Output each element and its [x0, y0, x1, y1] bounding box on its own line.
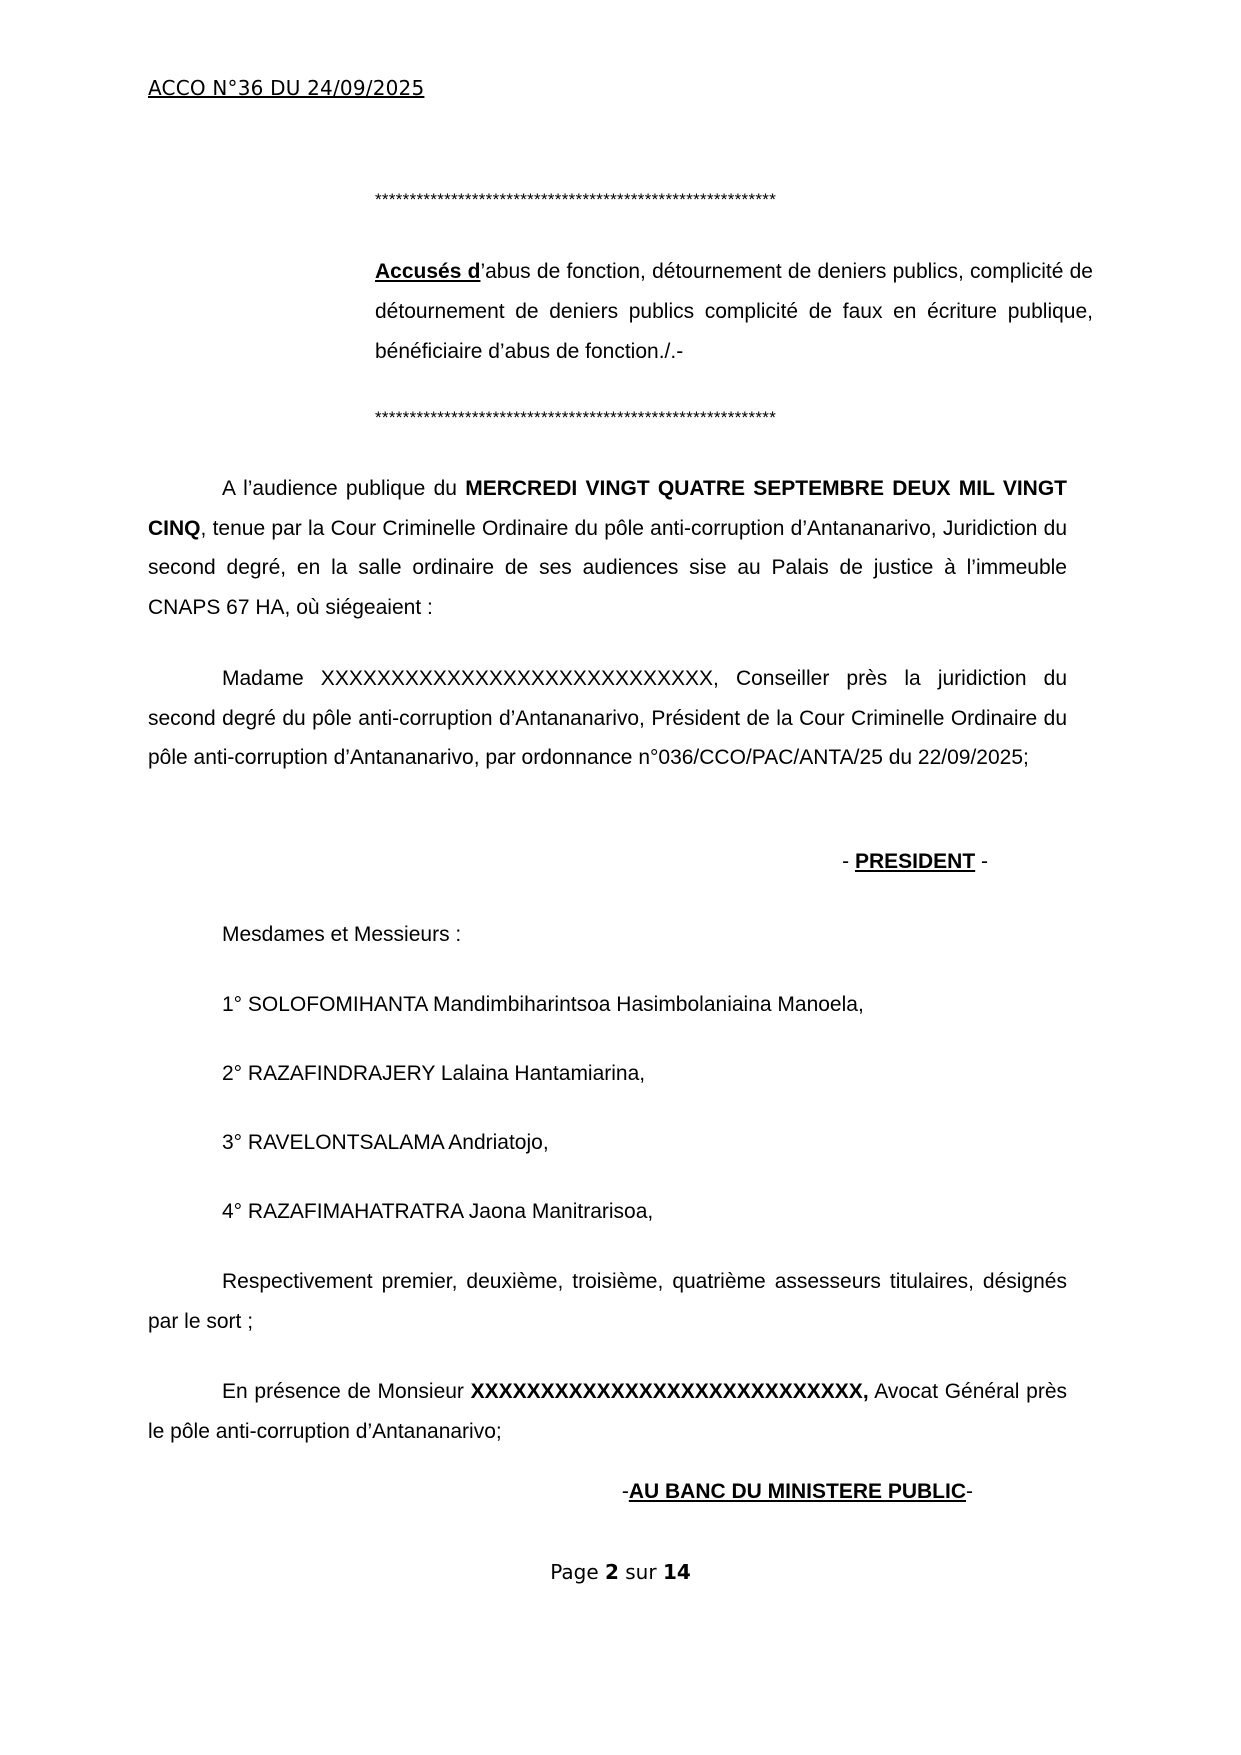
- avocat-prefix: En présence de Monsieur: [222, 1380, 471, 1403]
- separator-top: **********************************************************: [375, 190, 777, 209]
- audience-paragraph: [148, 469, 1067, 627]
- ministere-role-prefix: -: [621, 1480, 629, 1503]
- ministere-role-label: AU BANC DU MINISTERE PUBLIC: [628, 1480, 966, 1503]
- footer-total-pages: 14: [662, 1560, 691, 1584]
- charges-text: ’abus de fonction, détournement de deniers publics, complicité de détournement de deniers publics complicité de faux en écriture publique, bénéficiaire d’abus de fonction./.-: [375, 260, 1093, 363]
- page-footer: [0, 1560, 1241, 1584]
- separator-bottom: **********************************************************: [375, 408, 777, 427]
- audience-prefix: A l’audience publique du: [222, 477, 466, 500]
- president-role-suffix: -: [975, 850, 988, 873]
- audience-suffix: , tenue par la Cour Criminelle Ordinaire du pôle anti-corruption d’Antananarivo, Juridiction du second degré, en la salle ordinaire de ses audiences sise au Palais de justice à l’immeuble CNAPS 67 HA, où siégeaient :: [148, 516, 1067, 619]
- charges-lead: Accusés d: [375, 260, 481, 283]
- assessor-item: 1° SOLOFOMIHANTA Mandimbiharintsoa Hasimbolaniaina Manoela,: [222, 993, 864, 1016]
- president-paragraph: Madame XXXXXXXXXXXXXXXXXXXXXXXXXXXX, Conseiller près la juridiction du second degré du pôle anti-corruption d’Antananarivo, Président de la Cour Criminelle Ordinaire du pôle anti-corruption d’Antananarivo, par ordonnance n°036/CCO/PAC/ANTA/25 du 22/09/2025;: [148, 667, 1067, 769]
- president-role: [842, 850, 988, 874]
- assessor-item: 4° RAZAFIMAHATRATRA Jaona Manitrarisoa,: [222, 1200, 654, 1223]
- footer-page-label: Page: [550, 1560, 605, 1584]
- charges-paragraph: [375, 252, 1093, 372]
- assessors-intro: Mesdames et Messieurs :: [222, 923, 462, 946]
- avocat-name: XXXXXXXXXXXXXXXXXXXXXXXXXXXX,: [470, 1380, 869, 1403]
- document-reference: ACCO N°36 DU 24/09/2025: [148, 76, 425, 100]
- assessor-item: 2° RAZAFINDRAJERY Lalaina Hantamiarina,: [222, 1062, 646, 1085]
- assessors-description: Respectivement premier, deuxième, troisième, quatrième assesseurs titulaires, désignés par le sort ;: [148, 1270, 1067, 1333]
- president-role-prefix: -: [842, 850, 855, 873]
- president-role-label: PRESIDENT: [854, 850, 976, 873]
- assessor-item: 3° RAVELONTSALAMA Andriatojo,: [222, 1131, 549, 1154]
- avocat-suffix: Avocat Général près le pôle anti-corruption d’Antananarivo;: [148, 1380, 1067, 1443]
- avocat-paragraph: [148, 1372, 1067, 1451]
- audience-date: MERCREDI VINGT QUATRE SEPTEMBRE DEUX MIL VINGT CINQ: [148, 477, 1068, 540]
- footer-page-number: 2: [604, 1560, 619, 1584]
- ministere-role-suffix: -: [966, 1480, 973, 1503]
- ministere-role: [622, 1480, 973, 1504]
- footer-of-label: sur: [618, 1560, 663, 1584]
